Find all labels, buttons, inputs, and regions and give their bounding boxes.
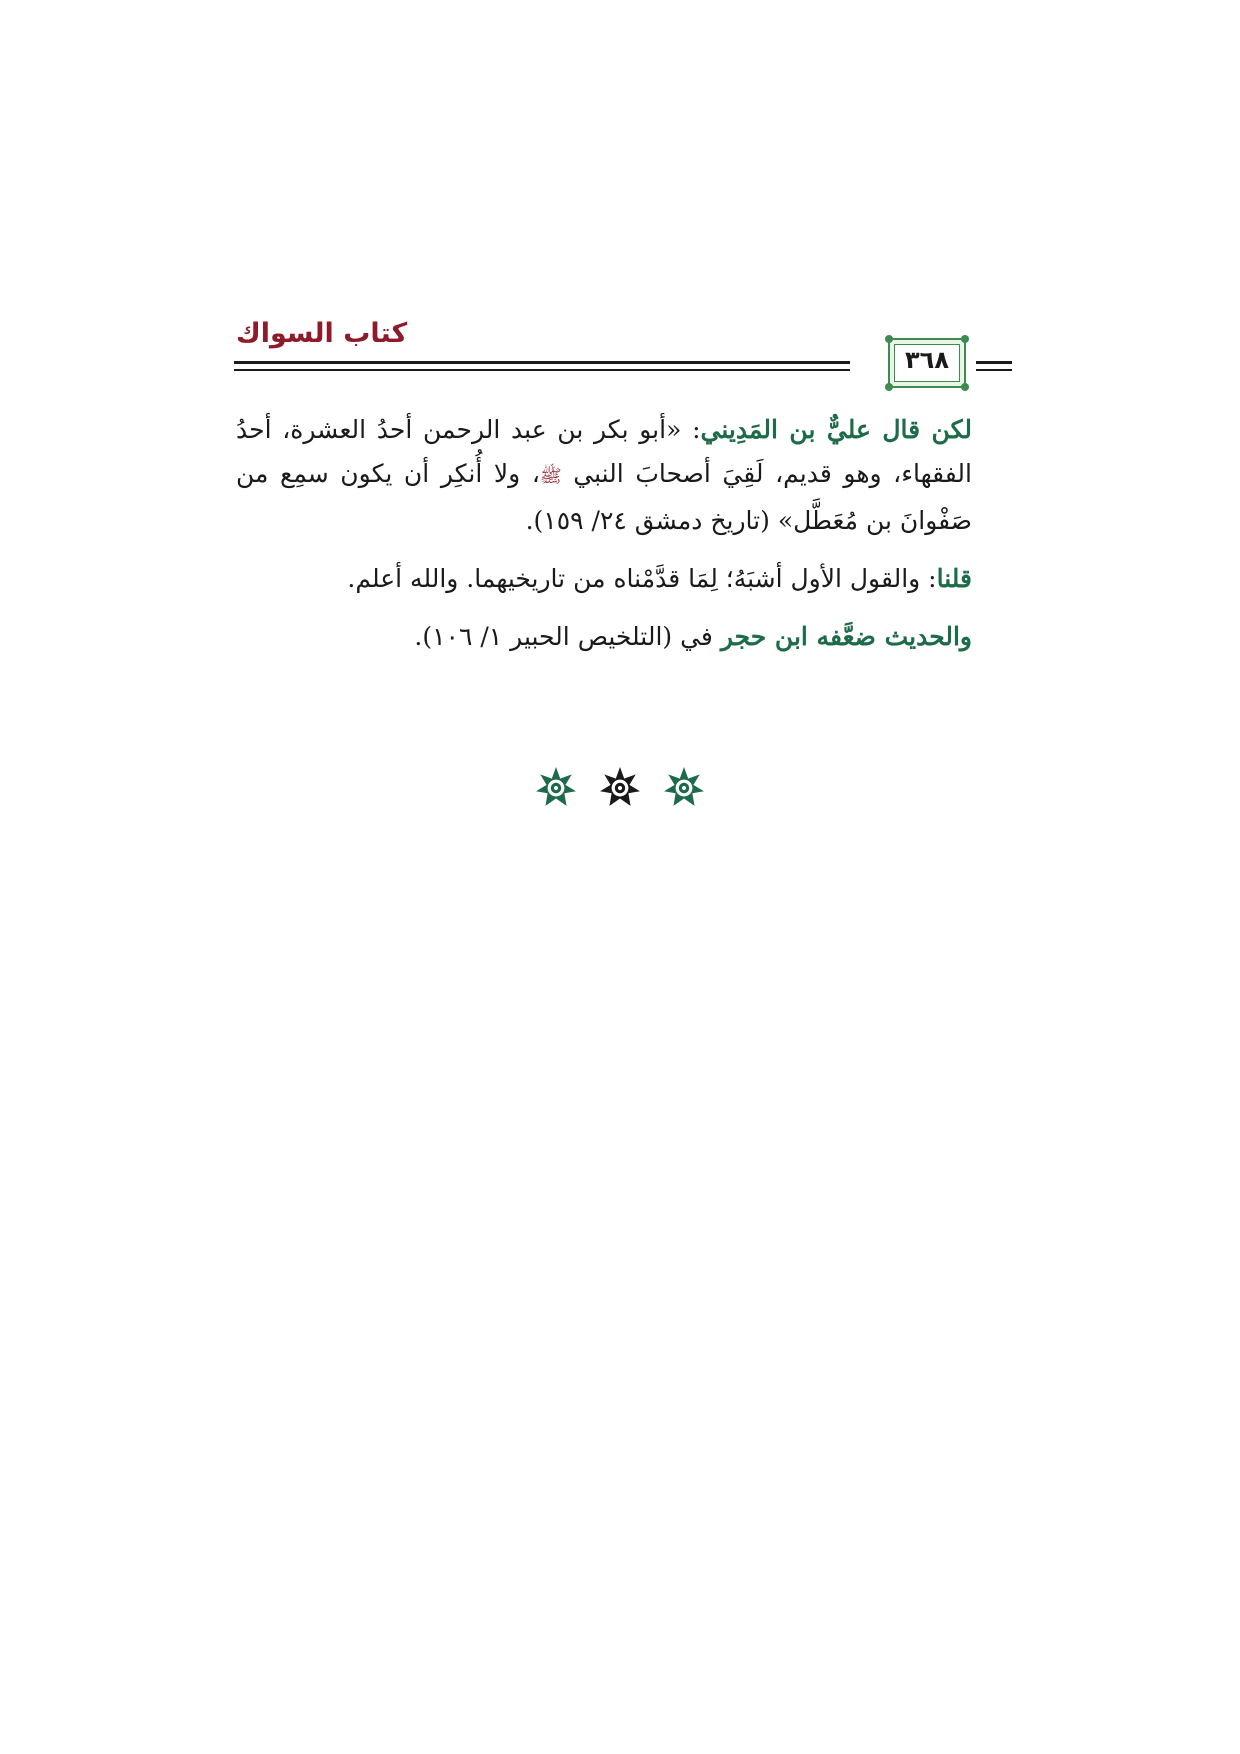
book-title: كتاب السواك: [236, 318, 408, 349]
header-rule-bottom: [234, 369, 850, 371]
header-rule-top: [234, 361, 850, 364]
frame-corner-ornament: [961, 383, 969, 391]
paragraph-ibn-madini: [236, 408, 1012, 543]
header-rule-right-bottom: [976, 369, 1012, 371]
quote-text-continued: ، ولا أُنكِر أن يكون سمِع من صَفْوانَ بن مُعَطَّل» (تاريخ دمشق ٢٤/ ١٥٩).: [236, 459, 972, 535]
header-rule-right-top: [976, 361, 1012, 364]
speaker-name: لكن قال عليٌّ بن المَدِيني: [700, 415, 973, 444]
star-flower-icon: [599, 766, 641, 808]
paragraph-hadith-grading: [236, 615, 1012, 659]
response-lead: قلنا: [936, 564, 972, 593]
star-flower-icon: [663, 766, 705, 808]
paragraph-response: [236, 557, 1012, 601]
page-number: ٣٦٨: [905, 346, 949, 374]
grading-lead: والحديث ضعَّفه ابن حجر: [720, 622, 972, 651]
frame-corner-ornament: [885, 335, 893, 343]
frame-corner-ornament: [961, 335, 969, 343]
response-text: : والقول الأول أشبَهُ؛ لِمَا قدَّمْناه من تاريخيهما. والله أعلم.: [347, 564, 937, 593]
star-flower-icon: [535, 766, 577, 808]
page-content: [236, 408, 1012, 673]
page-number-frame: [888, 338, 966, 388]
grading-text: في (التلخيص الحبير ١/ ١٠٦).: [414, 622, 721, 651]
quote-text: : «أبو بكر بن عبد الرحمن أحدُ العشرة، أحدُ الفقهاء، وهو قديم، لَقِيَ أصحابَ النبي: [236, 415, 972, 488]
section-end-ornaments: [500, 766, 740, 808]
frame-corner-ornament: [885, 383, 893, 391]
honorific-glyph: ﷺ: [539, 466, 562, 487]
